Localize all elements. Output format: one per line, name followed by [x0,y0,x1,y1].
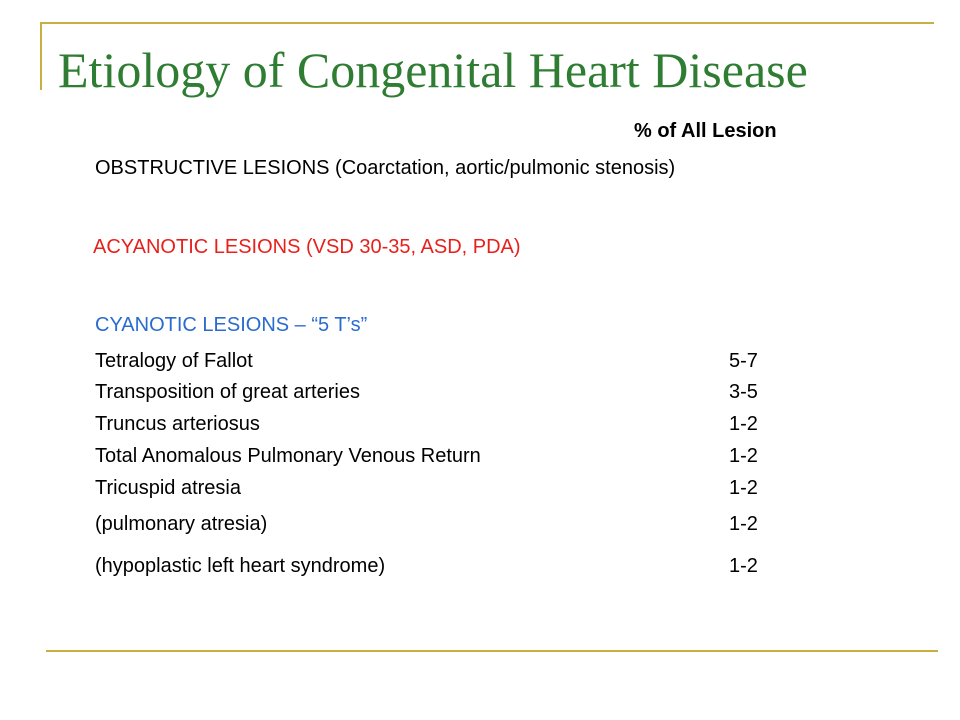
lesion-row [95,381,795,407]
lesion-percent: 5-7 [729,350,758,372]
lesion-row [95,445,795,471]
lesion-name: Truncus arteriosus [95,413,260,435]
lesion-name: (pulmonary atresia) [95,513,268,535]
lesion-percent: 1-2 [729,477,758,499]
lesion-row [95,413,795,439]
lesion-row [95,477,795,503]
lesion-percent: 3-5 [729,381,758,403]
slide-title: Etiology of Congenital Heart Disease [58,42,808,98]
lesion-name: Tetralogy of Fallot [95,350,253,372]
lesion-percent: 1-2 [729,445,758,467]
percent-column-header: % of All Lesion [634,120,777,142]
frame-left-rule [40,22,42,90]
frame-top-rule [40,22,934,24]
lesion-row [95,350,795,376]
lesion-percent: 1-2 [729,513,758,535]
lesion-row [95,555,795,581]
lesion-name: Transposition of great arteries [95,381,360,403]
frame-bottom-rule [46,650,938,652]
cyanotic-lesions-heading: CYANOTIC LESIONS – “5 T’s” [95,314,368,336]
lesion-row [95,513,795,539]
obstructive-lesions-line: OBSTRUCTIVE LESIONS (Coarctation, aortic/pulmonic stenosis) [95,157,676,179]
lesion-name: Tricuspid atresia [95,477,241,499]
acyanotic-lesions-line: ACYANOTIC LESIONS (VSD 30-35, ASD, PDA) [93,236,521,258]
lesion-name: (hypoplastic left heart syndrome) [95,555,386,577]
lesion-name: Total Anomalous Pulmonary Venous Return [95,445,481,467]
lesion-percent: 1-2 [729,413,758,435]
lesion-percent: 1-2 [729,555,758,577]
